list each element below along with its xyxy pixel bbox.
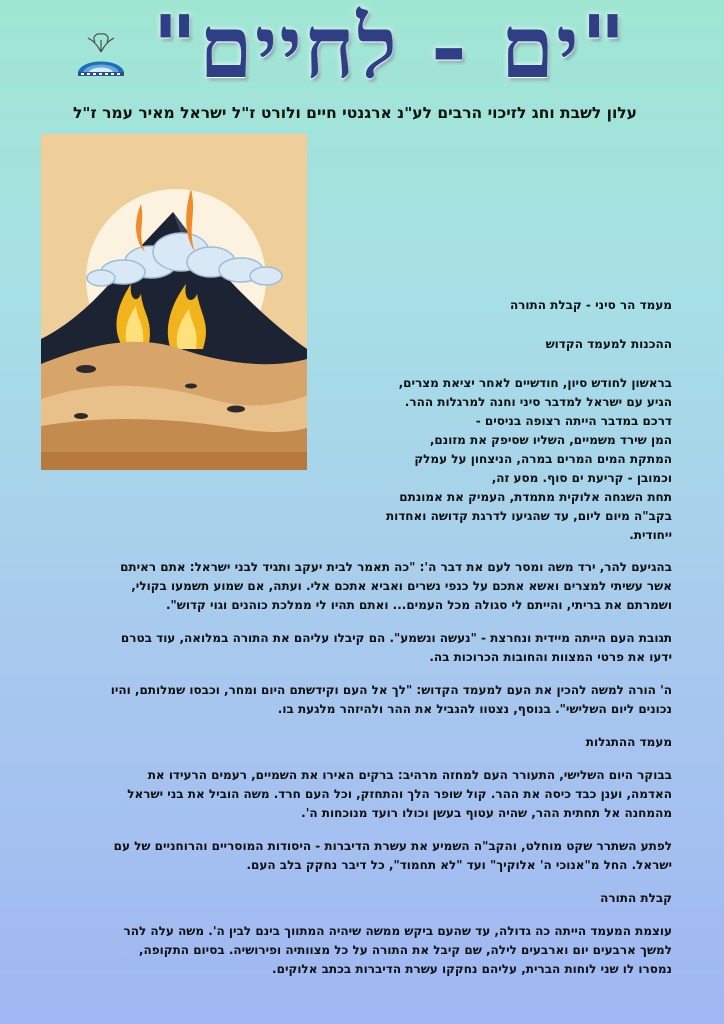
paragraph: עוצמת המעמד הייתה כה גדולה, עד שהעם ביקש ממשה שיהיה המתווך בינם לבין ה'. משה עלה להר למשך ארבעים יום וארבעים לילה, שם קיבל את התורה על כל מצוותיה ופירושיה. בסיום התקופה, נמסרו לו שני לוחות הברית, עליהם נחקקו עשרת הדיברות בכתב אלוקים. bbox=[123, 924, 672, 976]
section-body bbox=[110, 558, 672, 979]
section-heading: מעמד ההתגלות bbox=[585, 735, 672, 749]
section-intro bbox=[320, 296, 672, 545]
intro-line: ייחודית. bbox=[629, 528, 672, 542]
section-heading: קבלת התורה bbox=[600, 891, 672, 905]
paragraph: תגובת העם הייתה מיידית ונחרצת - "נעשה ונשמע". הם קיבלו עליהם את התורה במלואה, עוד בטרם ידעו את פרטי המצוות והחובות הכרוכות בה. bbox=[120, 631, 672, 664]
intro-line: תחת השגחה אלוקית מתמדת, העמיק את אמונתם bbox=[399, 490, 672, 504]
intro-line: בראשון לחודש סיון, חודשיים לאחר יציאת מצרים, bbox=[398, 376, 672, 390]
subtitle: עלון לשבת וחג לזיכוי הרבים לע"נ ארגנטי חיים ולורט ז"ל ישראל מאיר עמר ז"ל bbox=[73, 104, 637, 122]
masthead-title: "ים - לחיים" bbox=[152, 0, 628, 98]
intro-line: המתקת המים המרים במרה, הניצחון על עמלק bbox=[414, 452, 672, 466]
intro-lines bbox=[320, 374, 672, 545]
intro-line: המן שירד משמיים, השליו שסיפק את מזונם, bbox=[429, 433, 672, 447]
intro-line: הגיע עם ישראל למדבר סיני וחנה למרגלות ההר. bbox=[404, 395, 672, 409]
section-subheading: ההכנות למעמד הקדוש bbox=[545, 337, 672, 351]
arch-logo-icon bbox=[70, 28, 132, 84]
intro-line: בקב"ה מיום ליום, עד שהגיעו לדרגת קדושה ואחדות bbox=[385, 509, 672, 523]
intro-line: וכמובן - קריעת ים סוף. מסע זה, bbox=[491, 471, 672, 485]
paragraph: ה' הורה למשה להכין את העם למעמד הקדוש: "לך אל העם וקידשתם היום ומחר, וכבסו שמלותם, והיו נכונים ליום השלישי". בנוסף, נצטוו להגביל את ההר ולהיזהר מלגעת בו. bbox=[110, 683, 672, 716]
intro-line: דרכם במדבר הייתה רצופה בניסים - bbox=[475, 414, 672, 428]
paragraph: בבוקר היום השלישי, התעורר העם למחזה מרהיב: ברקים האירו את השמיים, רעמים הרעידו את האדמה, וענן כבד כיסה את ההר. קול שופר הלך והתחזק, וכל העם חרד. משה הוביל את בני ישראל מהמחנה אל תחתית ההר, שהיה עטוף בעשן וכולו רועד מנוכחות ה'. bbox=[127, 768, 672, 820]
paragraph: לפתע השתרר שקט מוחלט, והקב"ה השמיע את עשרת הדיברות - היסודות המוסריים והרוחניים של עם ישראל. החל מ"אנוכי ה' אלוקיך" ועד "לא תחמוד", כל דיבר נחקק בלב העם. bbox=[113, 839, 672, 872]
paragraph: בהגיעם להר, ירד משה ומסר לעם את דבר ה': "כה תאמר לבית יעקב ותגיד לבני ישראל: אתם ראיתם אשר עשיתי למצרים ואשא אתכם על כנפי נשרים ואביא אתכם אלי. ועתה, אם שמוע תשמעו בקולי, ושמרתם את בריתי, והייתם לי סגולה מכל העמים... ואתם תהיו לי ממלכת כוהנים וגוי קדוש". bbox=[120, 560, 672, 612]
mount-sinai-fire-illustration bbox=[41, 134, 307, 470]
section-title: מעמד הר סיני - קבלת התורה bbox=[509, 298, 672, 312]
